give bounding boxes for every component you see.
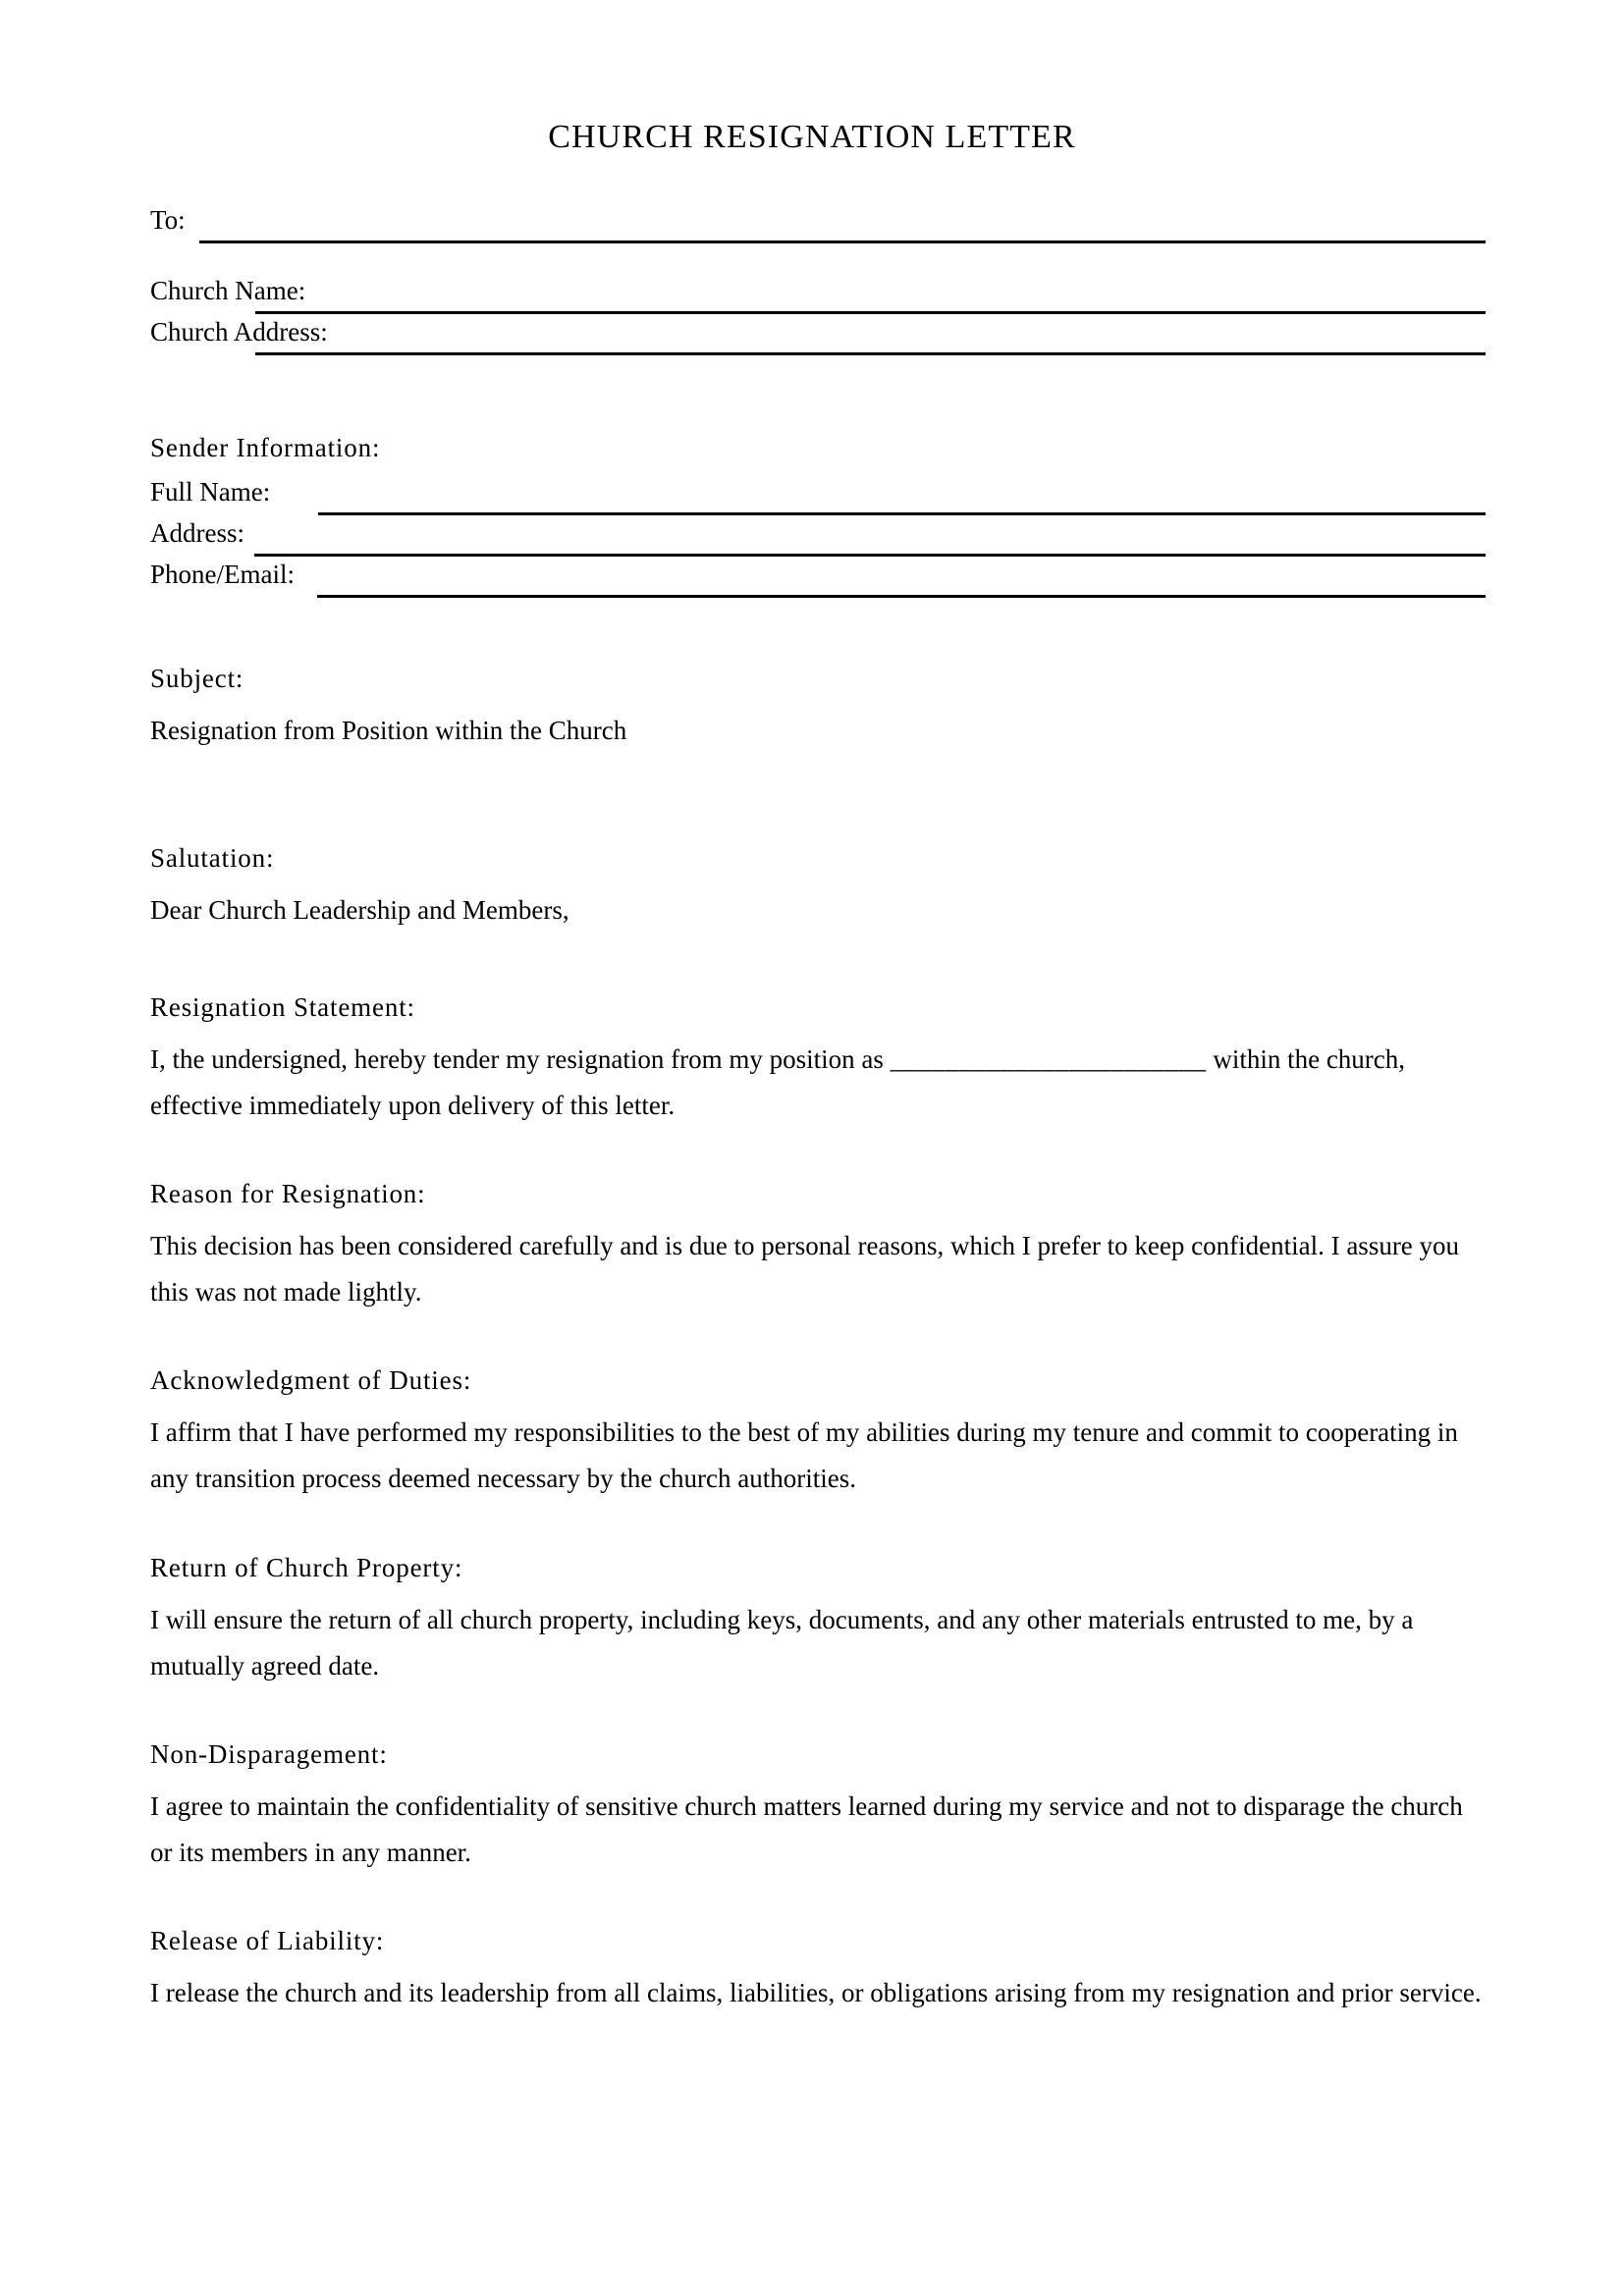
acknowledgment-heading: Acknowledgment of Duties: (150, 1365, 472, 1395)
field-row-phone-email (150, 557, 1486, 600)
subject-section (150, 660, 1482, 754)
field-row-church-name (150, 273, 1486, 316)
reason-text: This decision has been considered carefully and is due to personal reasons, which I prefer to keep confidential. I assure you this was not made lightly. (150, 1231, 1460, 1307)
full-name-label: Full Name: (150, 477, 271, 507)
subject-heading: Subject: (150, 664, 244, 693)
page-title: CHURCH RESIGNATION LETTER (548, 119, 1076, 155)
non-disparagement-section (150, 1735, 1482, 1876)
resignation-statement-text (150, 1037, 1482, 1129)
release-liability-heading: Release of Liability: (150, 1926, 385, 1955)
reason-section (150, 1175, 1482, 1315)
resignation-statement-section (150, 988, 1482, 1129)
address-label: Address: (150, 518, 244, 548)
phone-email-input-rule[interactable] (317, 595, 1486, 598)
position-blank-field[interactable]: _______________________ (890, 1044, 1207, 1074)
release-liability-text: I release the church and its leadership from all claims, liabilities, or obligations arising from my resignation and prior service. (150, 1978, 1482, 2007)
church-address-input-rule[interactable] (255, 352, 1486, 355)
phone-email-label: Phone/Email: (150, 560, 295, 589)
return-property-text: I will ensure the return of all church property, including keys, documents, and any other materials entrusted to me, by a mutually agreed date. (150, 1605, 1414, 1681)
salutation-section (150, 839, 1482, 934)
release-liability-section (150, 1922, 1482, 2016)
acknowledgment-text: I affirm that I have performed my responsibilities to the best of my abilities during my tenure and commit to cooperating in any transition process deemed necessary by the church authorities. (150, 1417, 1458, 1493)
return-property-section (150, 1549, 1482, 1689)
field-row-full-name (150, 474, 1486, 517)
salutation-heading: Salutation: (150, 843, 275, 873)
field-row-address (150, 515, 1486, 559)
salutation-text: Dear Church Leadership and Members, (150, 895, 569, 925)
resignation-statement-heading: Resignation Statement: (150, 992, 415, 1022)
non-disparagement-heading: Non-Disparagement: (150, 1739, 388, 1769)
to-input-rule[interactable] (199, 240, 1486, 243)
to-label: To: (150, 205, 186, 235)
church-address-label: Church Address: (150, 317, 328, 347)
field-row-to (150, 202, 1486, 245)
non-disparagement-text: I agree to maintain the confidentiality of sensitive church matters learned during my service and not to disparage the church or its members in any manner. (150, 1791, 1463, 1867)
resignation-statement-text-before: I, the undersigned, hereby tender my resignation from my position as (150, 1044, 891, 1074)
return-property-heading: Return of Church Property: (150, 1553, 463, 1582)
acknowledgment-section (150, 1362, 1482, 1502)
resignation-statement-text-after: within the church, effective immediately upon delivery of this letter. (150, 1044, 1406, 1120)
field-row-church-address (150, 314, 1486, 357)
church-name-label: Church Name: (150, 276, 306, 305)
reason-heading: Reason for Resignation: (150, 1179, 426, 1208)
subject-text: Resignation from Position within the Church (150, 716, 627, 745)
sender-information-heading: Sender Information: (150, 433, 381, 462)
